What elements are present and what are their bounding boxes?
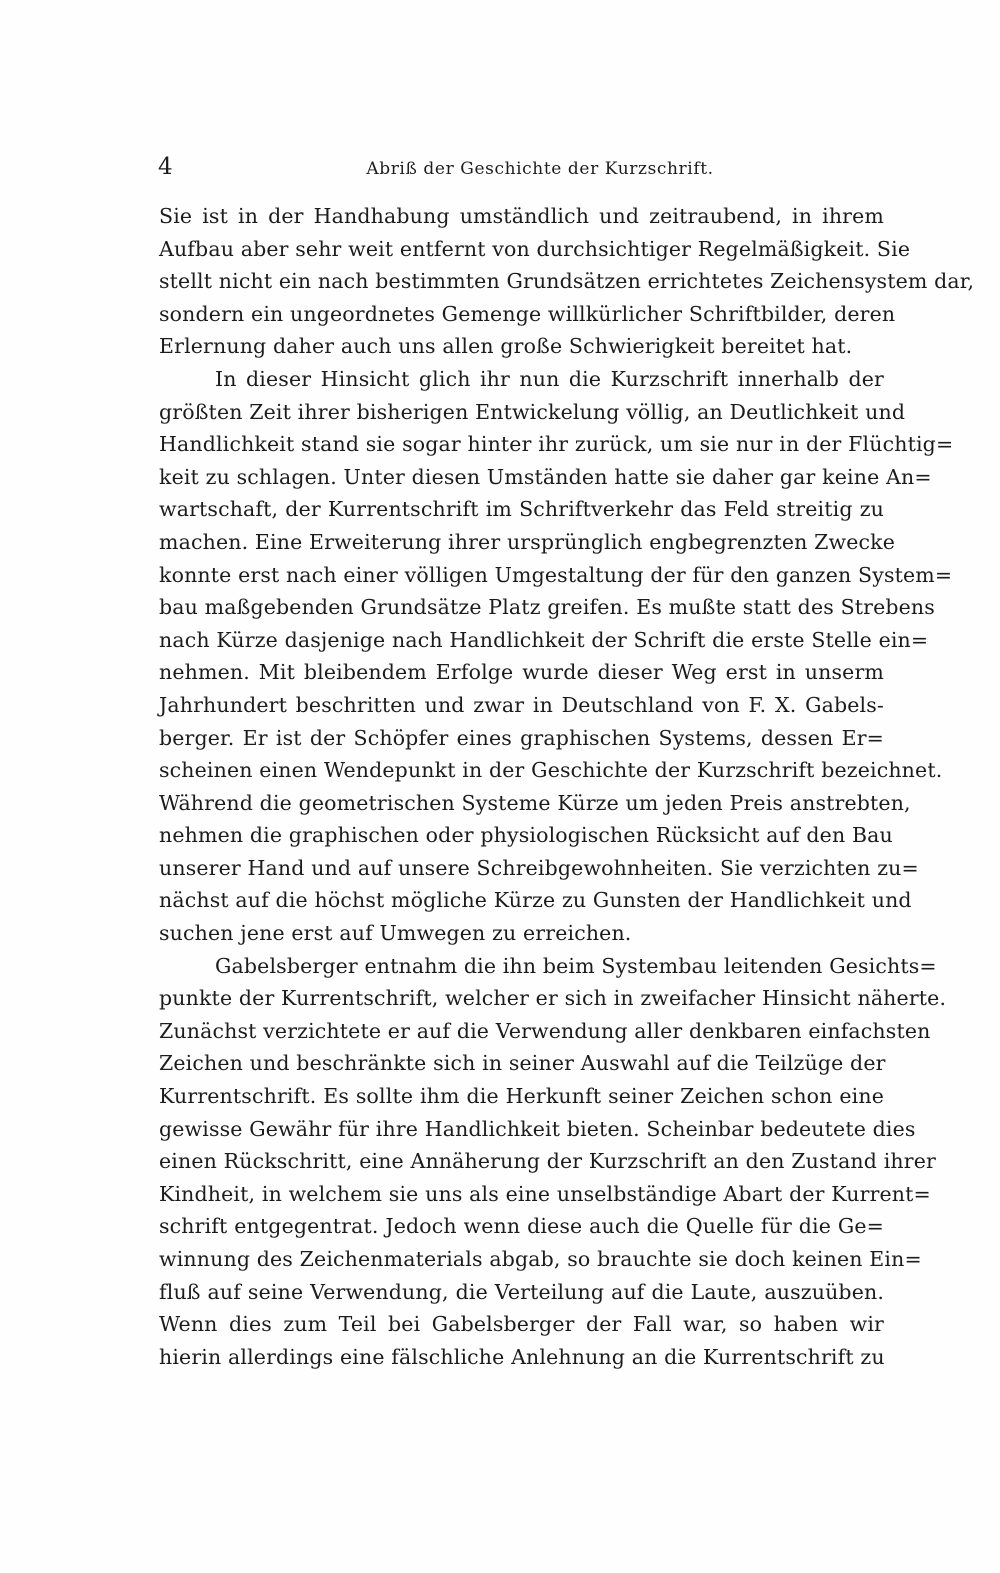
text-line: punkte der Kurrentschrift, welcher er sich in zweifacher Hinsicht näherte.	[159, 986, 947, 1011]
text-line: sondern ein ungeordnetes Gemenge willkürlicher Schriftbilder, deren	[159, 301, 896, 326]
text-line: Kindheit, in welchem sie uns als eine unselbständige Abart der Kurrent=	[159, 1181, 931, 1206]
text-line: winnung des Zeichenmaterials abgab, so brauchte sie doch keinen Ein=	[159, 1247, 922, 1271]
running-title: Abriß der Geschichte der Kurzschrift.	[366, 159, 714, 179]
text-line: keit zu schlagen. Unter diesen Umständen hatte sie daher gar keine An=	[159, 464, 932, 489]
page-header	[156, 152, 884, 186]
body-text	[159, 200, 975, 1373]
text-line: wartschaft, der Kurrentschrift im Schriftverkehr das Feld streitig zu	[159, 497, 884, 522]
page-number: 4	[158, 154, 173, 180]
text-line: unserer Hand und auf unsere Schreibgewohnheiten. Sie verzichten zu=	[159, 855, 919, 880]
text-line: nehmen. Mit bleibendem Erfolge wurde dieser Weg erst in unserm	[159, 660, 884, 685]
text-line: nach Kürze dasjenige nach Handlichkeit der Schrift die erste Stelle ein=	[159, 627, 929, 652]
text-line: Handlichkeit stand sie sogar hinter ihr zurück, um sie nur in der Flüchtig=	[159, 432, 954, 457]
text-line: hierin allerdings eine fälschliche Anlehnung an die Kurrentschrift zu	[159, 1344, 885, 1369]
text-line: Erlernung daher auch uns allen große Schwierigkeit bereitet hat.	[159, 334, 853, 359]
text-line: Jahrhundert beschritten und zwar in Deutschland von F. X. Gabels-	[159, 692, 884, 717]
text-line: Zeichen und beschränkte sich in seiner Auswahl auf die Teilzüge der	[159, 1051, 886, 1076]
text-line: Kurrentschrift. Es sollte ihm die Herkunft seiner Zeichen schon eine	[159, 1084, 884, 1109]
text-line: nehmen die graphischen oder physiologischen Rücksicht auf den Bau	[159, 823, 893, 848]
text-line: gewisse Gewähr für ihre Handlichkeit bieten. Scheinbar bedeutete dies	[159, 1116, 916, 1141]
text-line: nächst auf die höchst mögliche Kürze zu Gunsten der Handlichkeit und	[159, 888, 912, 913]
text-line: stellt nicht ein nach bestimmten Grundsätzen errichtetes Zeichensystem dar,	[159, 269, 975, 294]
text-line: fluß auf seine Verwendung, die Verteilung auf die Laute, auszuüben.	[159, 1279, 884, 1304]
paragraph-start-line: Gabelsberger entnahm die ihn beim Systembau leitenden Gesichts=	[215, 953, 937, 978]
text-line: machen. Eine Erweiterung ihrer ursprünglich engbegrenzten Zwecke	[159, 529, 896, 554]
text-line: berger. Er ist der Schöpfer eines graphischen Systems, dessen Er=	[159, 725, 884, 750]
paragraph-start-line: In dieser Hinsicht glich ihr nun die Kurzschrift innerhalb der	[215, 366, 884, 391]
text-line: suchen jene erst auf Umwegen zu erreichen.	[159, 921, 632, 946]
text-line: konnte erst nach einer völligen Umgestaltung der für den ganzen System=	[159, 562, 953, 587]
text-line: größten Zeit ihrer bisherigen Entwickelung völlig, an Deutlichkeit und	[159, 399, 906, 424]
text-line: schrift entgegentrat. Jedoch wenn diese auch die Quelle für die Ge=	[159, 1214, 884, 1239]
text-line: einen Rückschritt, eine Annäherung der Kurzschrift an den Zustand ihrer	[159, 1149, 936, 1174]
text-line: Aufbau aber sehr weit entfernt von durchsichtiger Regelmäßigkeit. Sie	[159, 236, 911, 261]
text-line: Sie ist in der Handhabung umständlich und zeitraubend, in ihrem	[159, 204, 884, 228]
text-line: Während die geometrischen Systeme Kürze um jeden Preis anstrebten,	[159, 790, 911, 815]
text-line: Wenn dies zum Teil bei Gabelsberger der Fall war, so haben wir	[159, 1312, 884, 1337]
text-line: scheinen einen Wendepunkt in der Geschichte der Kurzschrift bezeichnet.	[159, 758, 943, 783]
text-line: Zunächst verzichtete er auf die Verwendung aller denkbaren einfachsten	[159, 1018, 931, 1043]
text-line: bau maßgebenden Grundsätze Platz greifen. Es mußte statt des Strebens	[159, 595, 935, 620]
